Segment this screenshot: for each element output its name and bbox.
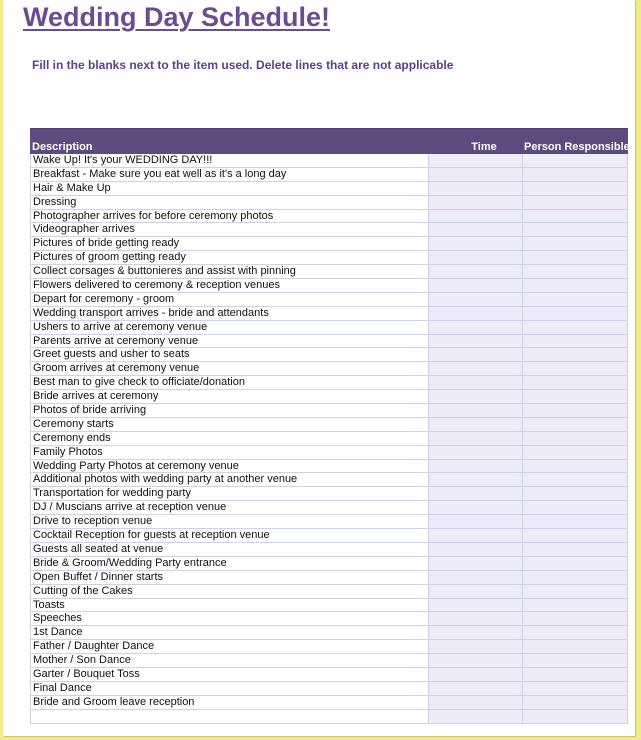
row-person-cell[interactable] xyxy=(522,668,628,681)
row-description[interactable]: Dressing xyxy=(31,196,428,209)
row-description[interactable]: Father / Daughter Dance xyxy=(31,640,428,653)
row-time-cell[interactable] xyxy=(428,585,522,598)
row-description[interactable]: Guests all seated at venue xyxy=(31,543,428,556)
table-row xyxy=(31,640,628,654)
table-row xyxy=(31,654,628,668)
row-person-cell[interactable] xyxy=(522,251,628,264)
row-time-cell[interactable] xyxy=(428,307,522,320)
row-person-cell[interactable] xyxy=(522,418,628,431)
table-row xyxy=(31,168,628,182)
row-time-cell[interactable] xyxy=(428,335,522,348)
row-time-cell[interactable] xyxy=(428,668,522,681)
row-time-cell[interactable] xyxy=(428,446,522,459)
row-person-cell[interactable] xyxy=(522,654,628,667)
row-person-cell[interactable] xyxy=(522,460,628,473)
row-time-cell[interactable] xyxy=(428,168,522,181)
row-person-cell[interactable] xyxy=(522,682,628,695)
row-person-cell[interactable] xyxy=(522,335,628,348)
row-person-cell[interactable] xyxy=(522,473,628,486)
row-person-cell[interactable] xyxy=(522,293,628,306)
table-row xyxy=(31,279,628,293)
row-time-cell[interactable] xyxy=(428,543,522,556)
row-description[interactable]: Speeches xyxy=(31,612,428,625)
row-description[interactable]: Pictures of bride getting ready xyxy=(31,237,428,250)
table-row xyxy=(31,515,628,529)
row-time-cell[interactable] xyxy=(428,293,522,306)
table-row xyxy=(31,501,628,515)
row-description[interactable]: Groom arrives at ceremony venue xyxy=(31,362,428,375)
row-person-cell[interactable] xyxy=(522,404,628,417)
row-time-cell[interactable] xyxy=(428,626,522,639)
row-person-cell[interactable] xyxy=(522,446,628,459)
row-description[interactable]: Open Buffet / Dinner starts xyxy=(31,571,428,584)
table-row xyxy=(31,418,628,432)
row-time-cell[interactable] xyxy=(428,223,522,236)
row-description[interactable]: Hair & Make Up xyxy=(31,182,428,195)
row-person-cell[interactable] xyxy=(522,321,628,334)
row-time-cell[interactable] xyxy=(428,432,522,445)
row-description[interactable]: Photographer arrives for before ceremony photos xyxy=(31,210,428,223)
row-description[interactable]: Ceremony starts xyxy=(31,418,428,431)
row-description[interactable]: Bride arrives at ceremony xyxy=(31,390,428,403)
table-row xyxy=(31,696,628,710)
row-time-cell[interactable] xyxy=(428,376,522,389)
row-description[interactable]: Family Photos xyxy=(31,446,428,459)
table-row xyxy=(31,321,628,335)
row-person-cell[interactable] xyxy=(522,515,628,528)
row-description[interactable]: Wedding Party Photos at ceremony venue xyxy=(31,460,428,473)
row-time-cell[interactable] xyxy=(428,473,522,486)
row-time-cell[interactable] xyxy=(428,696,522,709)
row-time-cell[interactable] xyxy=(428,501,522,514)
table-row xyxy=(31,265,628,279)
row-person-cell[interactable] xyxy=(522,696,628,709)
row-description[interactable]: Parents arrive at ceremony venue xyxy=(31,335,428,348)
row-time-cell[interactable] xyxy=(428,210,522,223)
header-person-responsible: Person Responsible xyxy=(524,141,630,153)
table-row xyxy=(31,529,628,543)
table-row xyxy=(31,473,628,487)
row-time-cell[interactable] xyxy=(428,182,522,195)
table-row xyxy=(31,348,628,362)
table-row xyxy=(31,487,628,501)
table-row xyxy=(31,710,628,724)
row-time-cell[interactable] xyxy=(428,237,522,250)
table-row xyxy=(31,682,628,696)
row-person-cell[interactable] xyxy=(522,307,628,320)
row-description[interactable]: Photos of bride arriving xyxy=(31,404,428,417)
table-row xyxy=(31,571,628,585)
row-person-cell[interactable] xyxy=(522,612,628,625)
row-time-cell[interactable] xyxy=(428,571,522,584)
row-time-cell[interactable] xyxy=(428,265,522,278)
row-person-cell[interactable] xyxy=(522,223,628,236)
row-person-cell[interactable] xyxy=(522,710,628,723)
row-description[interactable]: Additional photos with wedding party at another venue xyxy=(31,473,428,486)
row-person-cell[interactable] xyxy=(522,376,628,389)
row-time-cell[interactable] xyxy=(428,348,522,361)
row-person-cell[interactable] xyxy=(522,585,628,598)
table-body xyxy=(30,154,628,724)
row-description[interactable]: 1st Dance xyxy=(31,626,428,639)
row-description[interactable]: Wake Up! It's your WEDDING DAY!!! xyxy=(31,154,428,167)
table-row xyxy=(31,182,628,196)
table-row xyxy=(31,196,628,210)
row-person-cell[interactable] xyxy=(522,168,628,181)
row-time-cell[interactable] xyxy=(428,154,522,167)
row-person-cell[interactable] xyxy=(522,529,628,542)
row-description[interactable]: Flowers delivered to ceremony & reception venues xyxy=(31,279,428,292)
row-description[interactable]: Videographer arrives xyxy=(31,223,428,236)
row-time-cell[interactable] xyxy=(428,529,522,542)
instructions-text: Fill in the blanks next to the item used. Delete lines that are not applicable xyxy=(32,58,454,72)
row-description[interactable]: Cocktail Reception for guests at reception venue xyxy=(31,529,428,542)
row-description[interactable]: Best man to give check to officiate/donation xyxy=(31,376,428,389)
row-time-cell[interactable] xyxy=(428,640,522,653)
row-person-cell[interactable] xyxy=(522,210,628,223)
row-description[interactable]: Garter / Bouquet Toss xyxy=(31,668,428,681)
row-person-cell[interactable] xyxy=(522,432,628,445)
table-row xyxy=(31,251,628,265)
row-time-cell[interactable] xyxy=(428,557,522,570)
table-row xyxy=(31,237,628,251)
table-row xyxy=(31,557,628,571)
row-person-cell[interactable] xyxy=(522,279,628,292)
table-row xyxy=(31,223,628,237)
table-row xyxy=(31,362,628,376)
row-person-cell[interactable] xyxy=(522,196,628,209)
table-row xyxy=(31,432,628,446)
table-row xyxy=(31,404,628,418)
row-time-cell[interactable] xyxy=(428,710,522,723)
table-row xyxy=(31,626,628,640)
table-row xyxy=(31,293,628,307)
row-person-cell[interactable] xyxy=(522,640,628,653)
table-row xyxy=(31,446,628,460)
table-row xyxy=(31,460,628,474)
table-row xyxy=(31,612,628,626)
row-description[interactable] xyxy=(31,710,428,723)
row-description[interactable]: Final Dance xyxy=(31,682,428,695)
row-time-cell[interactable] xyxy=(428,390,522,403)
row-person-cell[interactable] xyxy=(522,154,628,167)
row-person-cell[interactable] xyxy=(522,362,628,375)
row-description[interactable]: Breakfast - Make sure you eat well as it's a long day xyxy=(31,168,428,181)
table-row xyxy=(31,154,628,168)
row-time-cell[interactable] xyxy=(428,321,522,334)
row-description[interactable]: Ushers to arrive at ceremony venue xyxy=(31,321,428,334)
row-time-cell[interactable] xyxy=(428,418,522,431)
row-description[interactable]: Wedding transport arrives - bride and attendants xyxy=(31,307,428,320)
row-time-cell[interactable] xyxy=(428,612,522,625)
schedule-sheet xyxy=(3,0,635,736)
row-description[interactable]: Drive to reception venue xyxy=(31,515,428,528)
table-row xyxy=(31,543,628,557)
row-time-cell[interactable] xyxy=(428,599,522,612)
row-person-cell[interactable] xyxy=(522,182,628,195)
row-person-cell[interactable] xyxy=(522,487,628,500)
row-person-cell[interactable] xyxy=(522,626,628,639)
table-header xyxy=(30,128,628,154)
row-description[interactable]: Greet guests and usher to seats xyxy=(31,348,428,361)
row-time-cell[interactable] xyxy=(428,362,522,375)
table-row xyxy=(31,307,628,321)
row-time-cell[interactable] xyxy=(428,196,522,209)
table-row xyxy=(31,376,628,390)
row-time-cell[interactable] xyxy=(428,251,522,264)
row-time-cell[interactable] xyxy=(428,487,522,500)
row-description[interactable]: Ceremony ends xyxy=(31,432,428,445)
row-description[interactable]: Cutting of the Cakes xyxy=(31,585,428,598)
row-description[interactable]: Bride and Groom leave reception xyxy=(31,696,428,709)
header-description: Description xyxy=(32,141,93,153)
header-time: Time xyxy=(471,141,497,153)
row-person-cell[interactable] xyxy=(522,501,628,514)
row-person-cell[interactable] xyxy=(522,571,628,584)
row-description[interactable]: Bride & Groom/Wedding Party entrance xyxy=(31,557,428,570)
row-time-cell[interactable] xyxy=(428,460,522,473)
row-time-cell[interactable] xyxy=(428,682,522,695)
table-row xyxy=(31,390,628,404)
row-description[interactable]: Pictures of groom getting ready xyxy=(31,251,428,264)
row-description[interactable]: DJ / Muscians arrive at reception venue xyxy=(31,501,428,514)
row-person-cell[interactable] xyxy=(522,557,628,570)
row-person-cell[interactable] xyxy=(522,543,628,556)
row-time-cell[interactable] xyxy=(428,404,522,417)
row-time-cell[interactable] xyxy=(428,515,522,528)
row-person-cell[interactable] xyxy=(522,237,628,250)
row-description[interactable]: Transportation for wedding party xyxy=(31,487,428,500)
table-row xyxy=(31,335,628,349)
row-person-cell[interactable] xyxy=(522,348,628,361)
table-row xyxy=(31,210,628,224)
table-row xyxy=(31,585,628,599)
row-person-cell[interactable] xyxy=(522,265,628,278)
schedule-table xyxy=(30,128,628,724)
row-description[interactable]: Collect corsages & buttonieres and assist with pinning xyxy=(31,265,428,278)
row-time-cell[interactable] xyxy=(428,654,522,667)
row-description[interactable]: Toasts xyxy=(31,599,428,612)
table-row xyxy=(31,668,628,682)
table-row xyxy=(31,599,628,613)
row-person-cell[interactable] xyxy=(522,390,628,403)
row-person-cell[interactable] xyxy=(522,599,628,612)
row-description[interactable]: Mother / Son Dance xyxy=(31,654,428,667)
row-time-cell[interactable] xyxy=(428,279,522,292)
page-title: Wedding Day Schedule! xyxy=(23,2,331,32)
row-description[interactable]: Depart for ceremony - groom xyxy=(31,293,428,306)
